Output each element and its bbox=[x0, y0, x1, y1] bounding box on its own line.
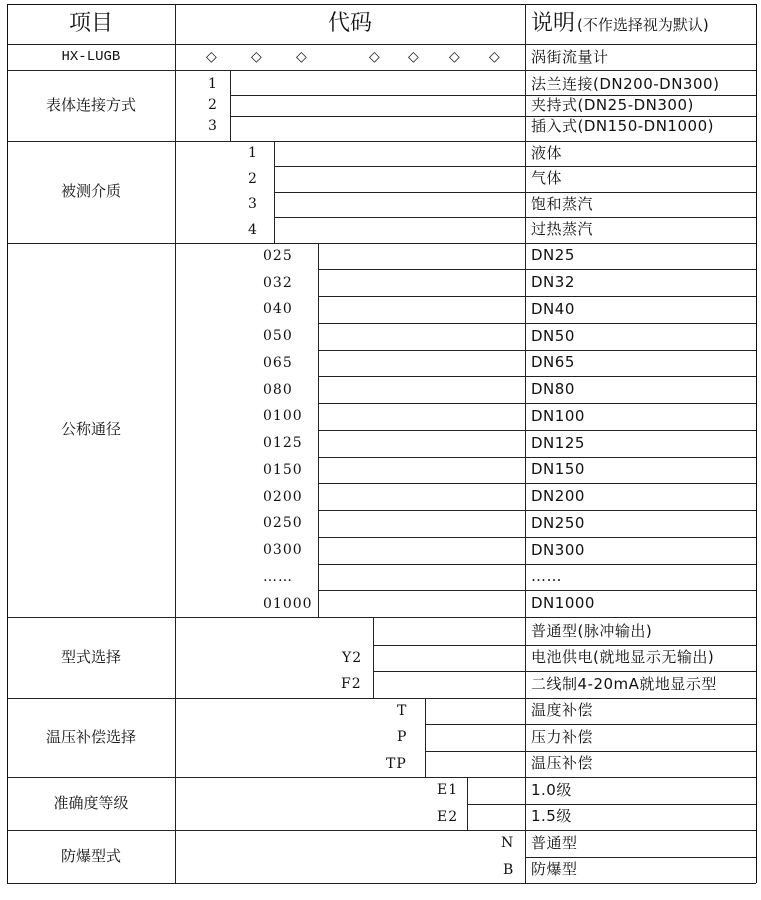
option-description: 压力补偿 bbox=[531, 727, 594, 746]
option-divider bbox=[274, 166, 756, 167]
option-divider bbox=[318, 510, 756, 511]
code-diameter-8: 0150 bbox=[263, 461, 303, 478]
option-description: 夹持式(DN25-DN300) bbox=[531, 95, 694, 114]
code-explosion-1: B bbox=[503, 861, 515, 878]
option-description: …… bbox=[531, 567, 562, 586]
section-divider bbox=[7, 70, 756, 71]
option-description: DN1000 bbox=[531, 594, 595, 613]
section-divider bbox=[7, 777, 756, 778]
code-diameter-4: 065 bbox=[263, 354, 293, 371]
header-divider bbox=[7, 44, 756, 45]
category-accuracy: 准确度等级 bbox=[53, 794, 129, 812]
code-medium-2: 3 bbox=[248, 196, 258, 213]
code-diameter-3: 050 bbox=[263, 328, 293, 345]
option-description: 饱和蒸汽 bbox=[531, 194, 594, 213]
option-description: 防爆型 bbox=[531, 860, 578, 879]
code-diameter-2: 040 bbox=[263, 301, 293, 318]
category-compensation: 温压补偿选择 bbox=[46, 727, 137, 746]
section-divider bbox=[7, 883, 756, 884]
code-placeholder: ◇ bbox=[206, 49, 218, 65]
option-description: DN300 bbox=[531, 540, 585, 559]
code-step-divider bbox=[373, 617, 374, 698]
option-divider bbox=[425, 724, 756, 725]
option-description: DN150 bbox=[531, 460, 585, 479]
code-compensation-0: T bbox=[397, 702, 408, 719]
item-column-divider bbox=[175, 4, 176, 883]
code-connection-1: 2 bbox=[208, 97, 218, 113]
code-diameter-9: 0200 bbox=[263, 488, 303, 505]
option-description: DN125 bbox=[531, 433, 585, 452]
option-divider bbox=[318, 430, 756, 431]
option-description: DN50 bbox=[531, 326, 575, 345]
code-diameter-10: 0250 bbox=[263, 515, 303, 532]
option-description: DN65 bbox=[531, 353, 575, 372]
section-divider bbox=[7, 698, 756, 699]
code-type-2: F2 bbox=[341, 676, 362, 693]
option-divider bbox=[318, 350, 756, 351]
option-description: 普通型 bbox=[531, 833, 578, 852]
option-description: DN80 bbox=[531, 380, 575, 399]
description-column-divider bbox=[525, 4, 526, 883]
code-compensation-1: P bbox=[397, 729, 408, 746]
option-description: 普通型(脉冲输出) bbox=[531, 621, 653, 640]
table-left-border bbox=[7, 4, 8, 883]
option-description: DN200 bbox=[531, 487, 585, 506]
option-divider bbox=[373, 645, 756, 646]
code-diameter-12: …… bbox=[263, 568, 293, 585]
option-divider bbox=[318, 483, 756, 484]
code-diameter-13: 01000 bbox=[263, 595, 313, 612]
option-divider bbox=[318, 537, 756, 538]
model-code: HX-LUGB bbox=[61, 49, 121, 65]
option-divider bbox=[318, 403, 756, 404]
header-description: 说明 bbox=[531, 11, 576, 36]
code-medium-0: 1 bbox=[248, 145, 258, 162]
option-divider bbox=[318, 296, 756, 297]
code-medium-1: 2 bbox=[248, 170, 258, 187]
category-connection: 表体连接方式 bbox=[46, 95, 137, 114]
section-divider bbox=[7, 243, 756, 244]
option-divider bbox=[318, 323, 756, 324]
code-accuracy-1: E2 bbox=[437, 808, 459, 825]
code-placeholder: ◇ bbox=[296, 49, 308, 65]
section-divider bbox=[7, 830, 756, 831]
option-description: 1.0级 bbox=[531, 780, 572, 799]
section-divider bbox=[7, 617, 756, 618]
table-top-border bbox=[7, 4, 756, 5]
code-step-divider bbox=[425, 698, 426, 778]
header-code: 代码 bbox=[328, 11, 373, 36]
code-connection-2: 3 bbox=[208, 118, 218, 134]
option-description: DN32 bbox=[531, 273, 575, 292]
code-placeholder: ◇ bbox=[369, 49, 381, 65]
header-item: 项目 bbox=[69, 11, 114, 36]
code-connection-0: 1 bbox=[208, 76, 218, 92]
model-description: 涡街流量计 bbox=[531, 47, 609, 66]
code-step-divider bbox=[318, 243, 319, 618]
option-divider bbox=[318, 269, 756, 270]
option-divider bbox=[318, 590, 756, 591]
code-step-divider bbox=[274, 141, 275, 243]
code-placeholder: ◇ bbox=[449, 49, 461, 65]
code-diameter-6: 0100 bbox=[263, 408, 303, 425]
category-explosion: 防爆型式 bbox=[61, 847, 122, 865]
option-description: 温压补偿 bbox=[531, 754, 594, 773]
code-diameter-0: 025 bbox=[263, 247, 293, 264]
header-default-note: (不作选择视为默认) bbox=[577, 15, 709, 34]
option-description: 过热蒸汽 bbox=[531, 220, 594, 239]
option-divider bbox=[318, 376, 756, 377]
code-placeholder: ◇ bbox=[408, 49, 420, 65]
code-diameter-11: 0300 bbox=[263, 542, 303, 559]
section-divider bbox=[7, 141, 756, 142]
option-description: 二线制4-20mA就地显示型 bbox=[531, 674, 717, 693]
code-diameter-7: 0125 bbox=[263, 435, 303, 452]
category-type: 型式选择 bbox=[61, 647, 122, 666]
table-right-border bbox=[756, 4, 757, 883]
option-description: 插入式(DN150-DN1000) bbox=[531, 116, 714, 135]
code-type-1: Y2 bbox=[342, 649, 363, 666]
option-description: 1.5级 bbox=[531, 807, 572, 826]
option-description: 电池供电(就地显示无输出) bbox=[531, 648, 715, 667]
option-divider bbox=[274, 192, 756, 193]
option-divider bbox=[467, 804, 756, 805]
option-description: DN100 bbox=[531, 406, 585, 425]
option-divider bbox=[525, 857, 756, 858]
code-diameter-5: 080 bbox=[263, 381, 293, 398]
option-divider bbox=[373, 671, 756, 672]
code-step-divider bbox=[467, 777, 468, 830]
code-diameter-1: 032 bbox=[263, 274, 293, 291]
option-description: 气体 bbox=[531, 169, 563, 188]
code-explosion-0: N bbox=[501, 835, 515, 852]
category-diameter: 公称通径 bbox=[61, 420, 122, 439]
code-step-divider bbox=[230, 70, 231, 141]
option-description: 温度补偿 bbox=[531, 701, 594, 720]
code-accuracy-0: E1 bbox=[437, 782, 459, 799]
option-description: DN40 bbox=[531, 299, 575, 318]
option-description: 法兰连接(DN200-DN300) bbox=[531, 74, 720, 93]
option-divider bbox=[318, 457, 756, 458]
code-placeholder: ◇ bbox=[489, 49, 501, 65]
option-divider bbox=[318, 564, 756, 565]
option-divider bbox=[274, 217, 756, 218]
option-divider bbox=[425, 751, 756, 752]
code-placeholder: ◇ bbox=[251, 49, 263, 65]
option-description: DN25 bbox=[531, 246, 575, 265]
code-medium-3: 4 bbox=[248, 221, 258, 238]
option-description: 液体 bbox=[531, 143, 563, 162]
option-description: DN250 bbox=[531, 513, 585, 532]
category-medium: 被测介质 bbox=[61, 182, 122, 200]
code-compensation-2: TP bbox=[386, 755, 407, 772]
